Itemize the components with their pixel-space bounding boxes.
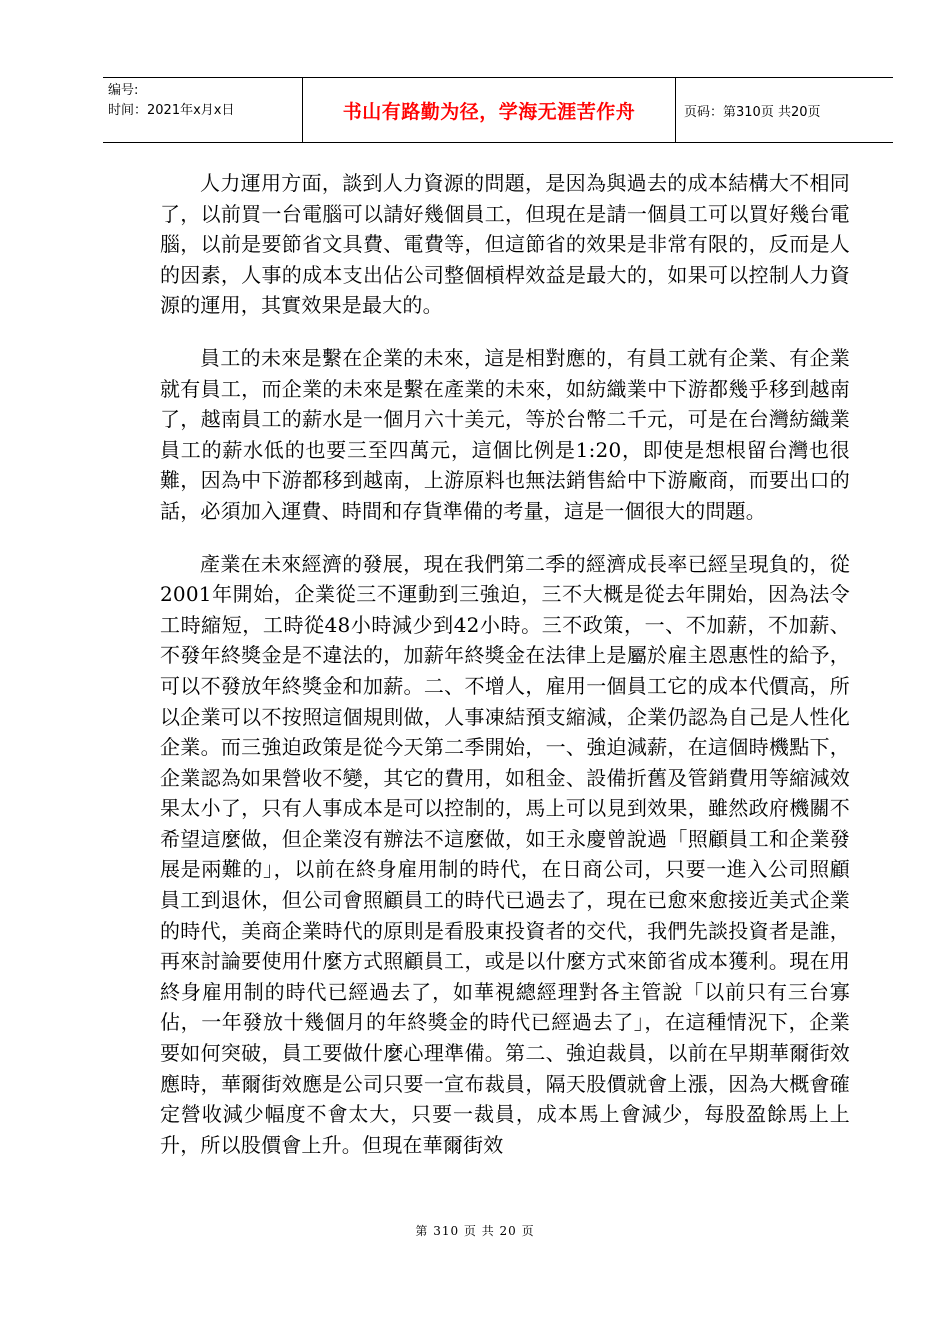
page-header (103, 77, 893, 143)
paragraph: 人力運用方面，談到人力資源的問題，是因為與過去的成本結構大不相同了，以前買一台電腦可以請好幾個員工，但現在是請一個員工可以買好幾台電腦，以前是要節省文具費、電費等，但這節省的效果是非常有限的，反而是人的因素，人事的成本支出佔公司整個槓桿效益是最大的，如果可以控制人力資源的運用，其實效果是最大的。 (160, 171, 850, 318)
header-page-cell (676, 78, 893, 142)
paragraph: 產業在未來經濟的發展，現在我們第二季的經濟成長率已經呈現負的，從2001年開始，企業從三不運動到三強迫，三不大概是從去年開始，因為法令工時縮短，工時從48小時減少到42小時。三不政策，一、不加薪，不加薪、不發年終獎金是不違法的，加薪年終獎金在法律上是屬於雇主恩惠性的給予，可以不發放年終獎金和加薪。二、不增人，雇用一個員工它的成本代價高，所以企業可以不按照這個規則做，人事凍結預支縮減，企業仍認為自己是人性化企業。而三強迫政策是從今天第二季開始，一、強迫減薪，在這個時機點下，企業認為如果營收不變，其它的費用，如租金、設備折舊及管銷費用等縮減效果太小了，只有人事成本是可以控制的，馬上可以見到效果，雖然政府機關不希望這麼做，但企業沒有辦法不這麼做，如王永慶曾說過「照顧員工和企業發展是兩難的」，以前在終身雇用制的時代，在日商公司，只要一進入公司照顧員工到退休，但公司會照顧員工的時代已過去了，現在已愈來愈接近美式企業的時代，美商企業時代的原則是看股東投資者的交代，我們先談投資者是誰，再來討論要使用什麼方式照顧員工，或是以什麼方式來節省成本獲利。現在用終身雇用制的時代已經過去了，如華視總經理對各主管說「以前只有三台寡佔，一年發放十幾個月的年終獎金的時代已經過去了」，在這種情況下，企業要如何突破，員工要做什麼心理準備。第二、強迫裁員，以前在早期華爾街效應時，華爾街效應是公司只要一宣布裁員，隔天股價就會上漲，因為大概會確定營收減少幅度不會太大，只要一裁員，成本馬上會減少，每股盈餘馬上上升，所以股價會上升。但現在華爾街效 (160, 551, 850, 1157)
page-footer: 第 310 页 共 20 页 (415, 1224, 535, 1238)
time-label: 时间：2021年x月x日 (108, 103, 235, 118)
header-motto-cell (303, 78, 676, 142)
paragraph: 員工的未來是繫在企業的未來，這是相對應的，有員工就有企業、有企業就有員工，而企業的未來是繫在產業的未來，如紡織業中下游都幾乎移到越南了，越南員工的薪水是一個月六十美元，等於台幣二千元，可是在台灣紡織業員工的薪水低的也要三至四萬元，這個比例是1:20，即使是想根留台灣也很難，因為中下游都移到越南，上游原料也無法銷售給中下游廠商，而要出口的話，必須加入運費、時間和存貨準備的考量，這是一個很大的問題。 (160, 345, 850, 523)
page-label: 页码：第310页 共20页 (684, 104, 821, 120)
document-body (160, 168, 850, 1182)
header-meta-cell (103, 78, 303, 142)
serial-label: 编号: (108, 83, 139, 98)
motto-text: 书山有路勤为径，学海无涯苦作舟 (342, 100, 636, 123)
